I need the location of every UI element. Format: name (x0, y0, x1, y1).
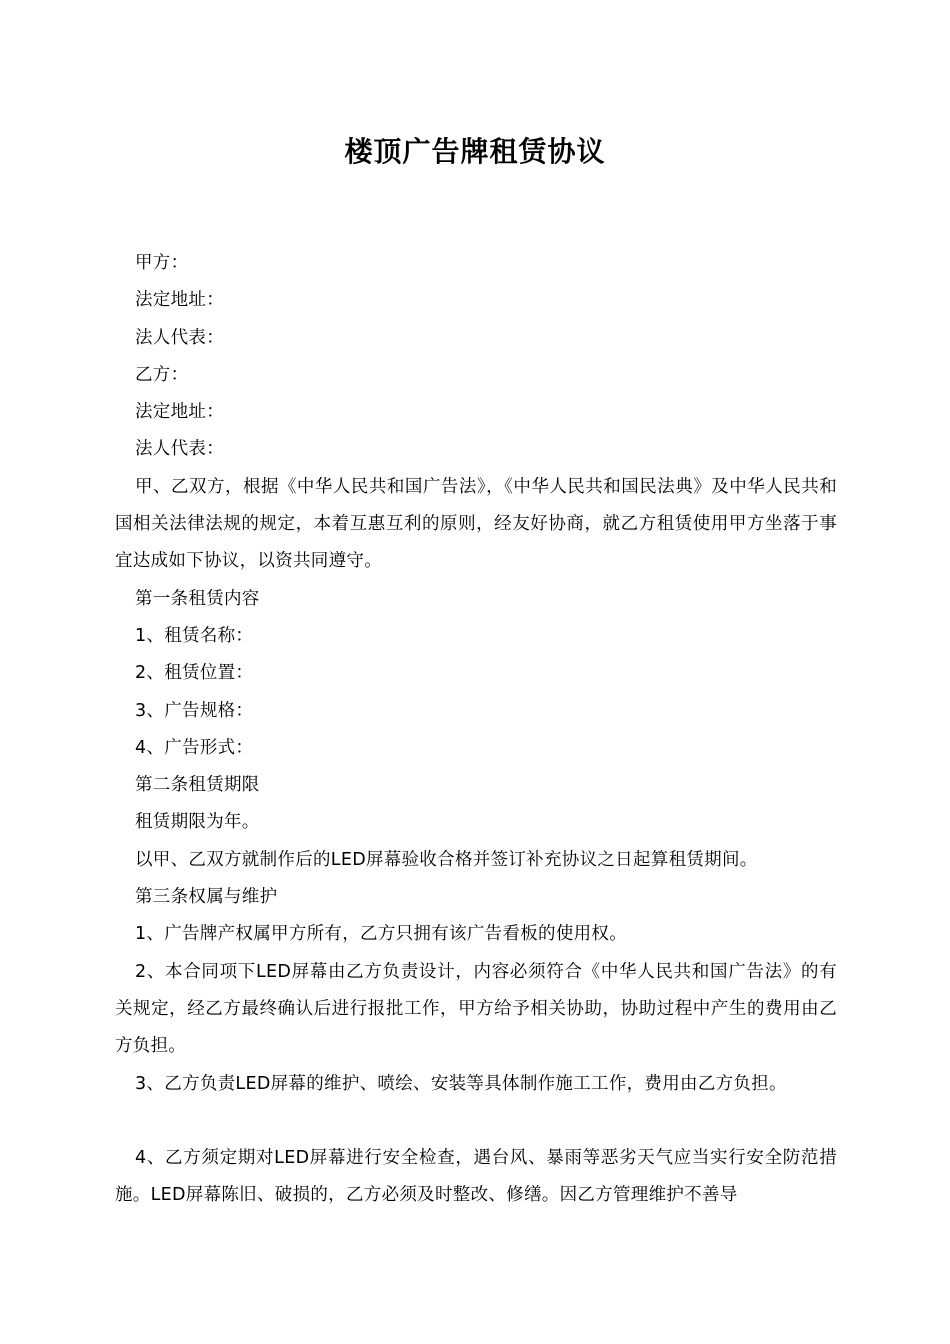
article-3-item-4: 4、乙方须定期对LED屏幕进行安全检查，遇台风、暴雨等恶劣天气应当实行安全防范措施。LED屏幕陈旧、破损的，乙方必须及时整改、修缮。因乙方管理维护不善导 (115, 1147, 837, 1206)
party-a-label: 甲方： (135, 253, 189, 273)
party-a-address-label: 法定地址： (135, 290, 224, 311)
article-3-item-1: 1、广告牌产权属甲方所有，乙方只拥有该广告看板的使用权。 (135, 924, 628, 945)
article-2-term: 租赁期限为年。 (135, 812, 260, 833)
article-1-item-2: 2、租赁位置： (135, 663, 254, 684)
party-b-representative-label: 法人代表： (135, 439, 224, 460)
article-1-heading: 第一条租赁内容 (135, 588, 260, 609)
article-1-item-1: 1、租赁名称： (135, 625, 254, 646)
party-a-representative-label: 法人代表： (135, 327, 224, 348)
document-body (115, 245, 837, 1214)
party-b-label: 乙方： (135, 364, 189, 385)
article-1-item-3: 3、广告规格： (135, 700, 254, 721)
article-2-heading: 第二条租赁期限 (135, 775, 260, 796)
document-title: 楼顶广告牌租赁协议 (344, 135, 606, 168)
article-3-item-3: 3、乙方负责LED屏幕的维护、喷绘、安装等具体制作施工工作，费用由乙方负担。 (135, 1073, 787, 1094)
article-1-item-4: 4、广告形式： (135, 737, 254, 758)
preamble-paragraph: 甲、乙双方，根据《中华人民共和国广告法》，《中华人民共和国民法典》及中华人民共和国相关法律法规的规定，本着互惠互利的原则，经友好协商，就乙方租赁使用甲方坐落于事宜达成如下协议，以资共同遵守。 (115, 476, 837, 572)
article-2-start-date: 以甲、乙双方就制作后的LED屏幕验收合格并签订补充协议之日起算租赁期间。 (135, 849, 758, 870)
article-3-heading: 第三条权属与维护 (135, 887, 278, 908)
party-b-address-label: 法定地址： (135, 402, 224, 423)
article-3-item-2: 2、本合同项下LED屏幕由乙方负责设计，内容必须符合《中华人民共和国广告法》的有关规定，经乙方最终确认后进行报批工作，甲方给予相关协助，协助过程中产生的费用由乙方负担。 (115, 961, 837, 1057)
